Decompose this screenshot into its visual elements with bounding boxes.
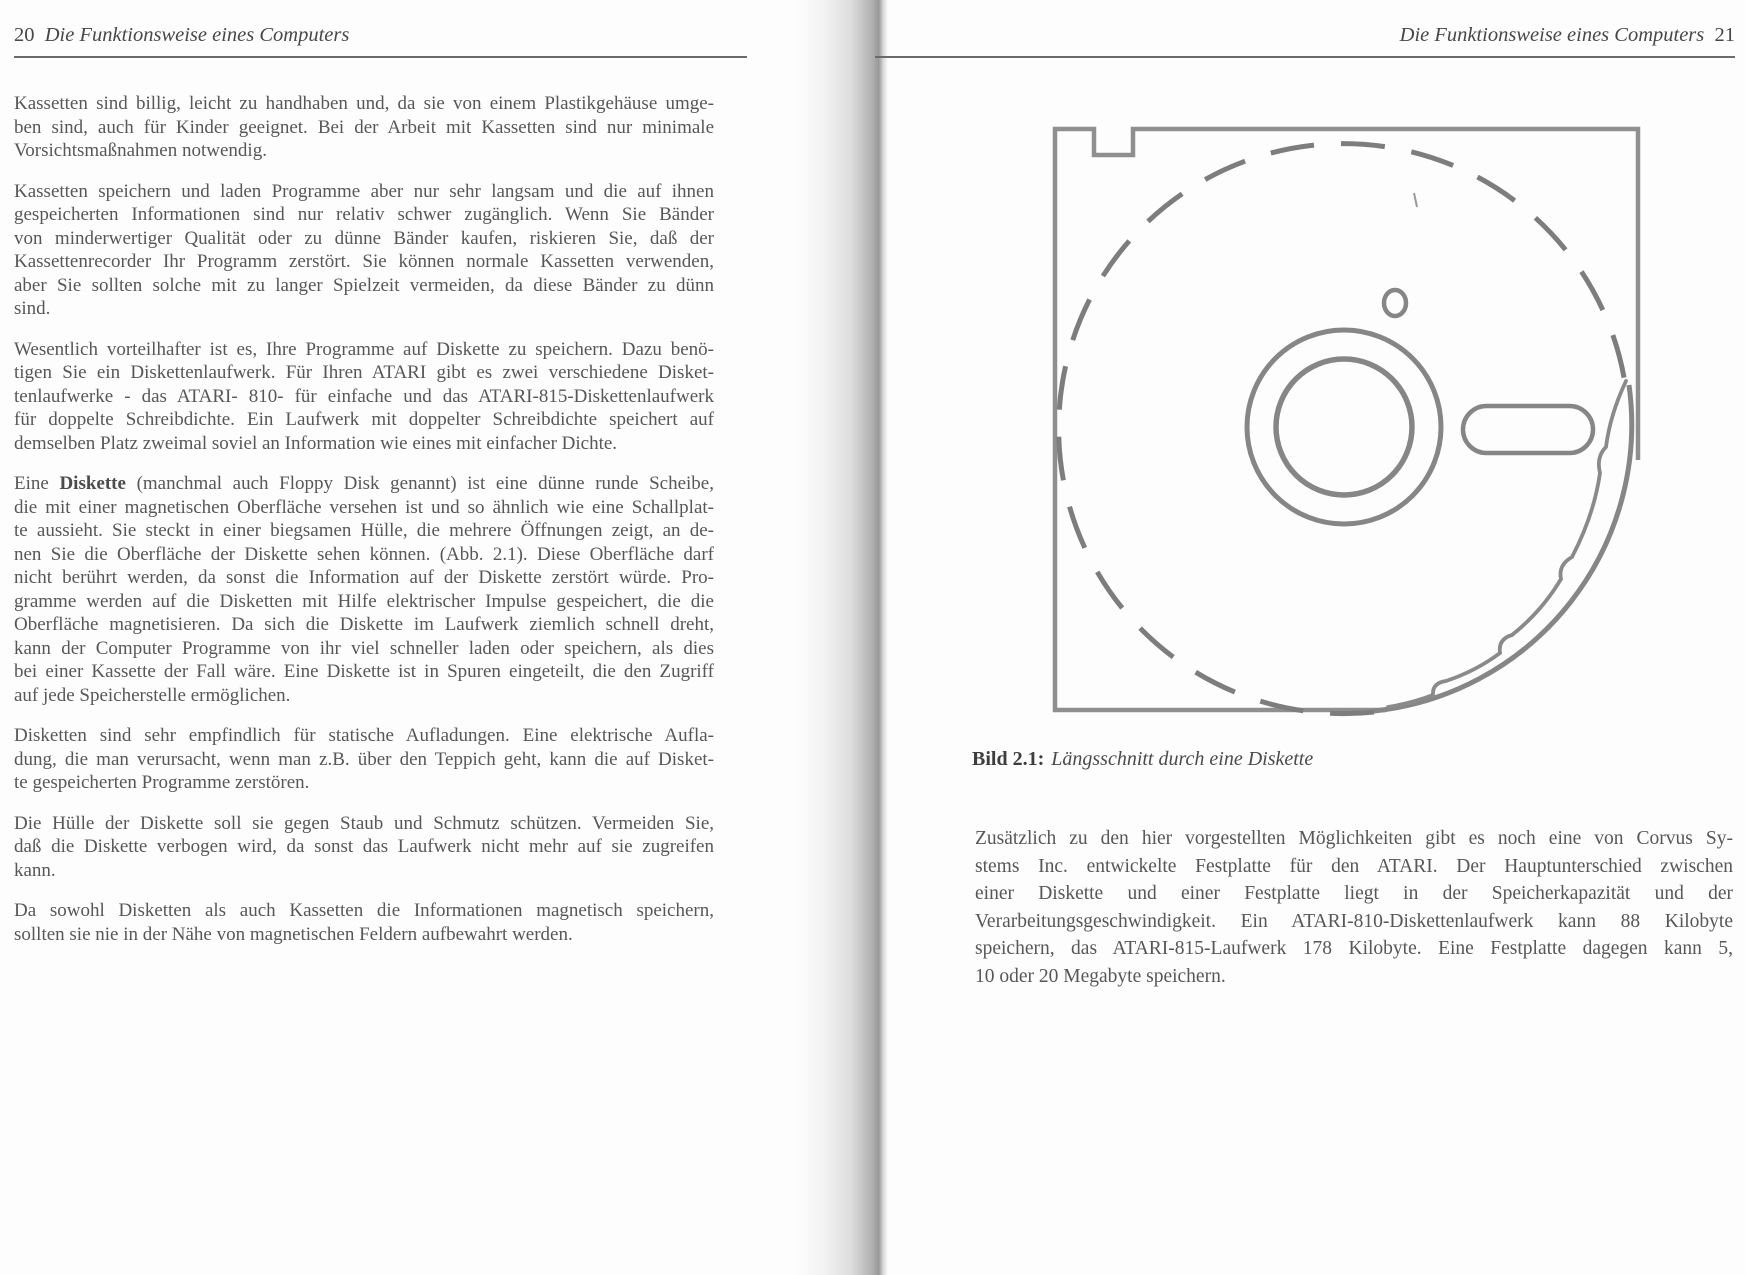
text-line: Disketten sind sehr empfindlich für statische Aufladungen. Eine elektrische Aufla- bbox=[14, 725, 714, 746]
figure-caption-text: Längsschnitt durch eine Diskette bbox=[1051, 748, 1314, 770]
index-hole bbox=[1384, 290, 1406, 316]
text-line: daß die Diskette verbogen wird, da sonst das Laufwerk nicht mehr auf sie zugreifen bbox=[14, 836, 714, 857]
magnetic-disk-dashed-outline bbox=[1059, 144, 1627, 714]
text-line: auf jede Speicherstelle ermöglichen. bbox=[14, 684, 291, 706]
text-line: 10 oder 20 Megabyte speichern. bbox=[975, 965, 1226, 987]
text-line: demselben Platz zweimal soviel an Information wie eines mit einfacher Dichte. bbox=[14, 432, 618, 454]
text-line: te aussieht. Sie steckt in einer biegsamen Hülle, die mehrere Öffnungen zeigt, an de- bbox=[14, 520, 714, 541]
book-gutter-shadow bbox=[796, 0, 888, 1275]
paragraph-cassettes-cheap bbox=[14, 92, 714, 163]
left-running-title: Die Funktionsweise eines Computers bbox=[44, 24, 350, 46]
left-page-header bbox=[14, 24, 747, 58]
text-run: Eine bbox=[14, 473, 60, 494]
text-line: sollten sie nie in der Nähe von magnetischen Feldern aufbewahrt werden. bbox=[14, 923, 573, 945]
text-line: dung, die man verursacht, wenn man z.B. über den Teppich geht, kann die auf Disket- bbox=[14, 748, 714, 770]
paragraph-diskette-definition bbox=[14, 472, 714, 707]
text-run: (manchmal auch Floppy Disk genannt) ist eine dünne runde Scheibe, bbox=[125, 473, 714, 494]
paragraph-cassettes-slow bbox=[14, 180, 714, 321]
torn-sleeve-edge bbox=[1388, 381, 1626, 707]
read-write-slot bbox=[1463, 406, 1593, 453]
text-line: te gespeicherten Programme zerstören. bbox=[14, 772, 310, 793]
figure-caption bbox=[972, 748, 1313, 771]
text-line: Kassetten speichern und laden Programme aber nur sehr langsam und die auf ihnen bbox=[14, 180, 714, 202]
right-running-title: Die Funktionsweise eines Computers bbox=[1399, 24, 1705, 46]
text-line: Oberfläche magnetisieren. Da sich die Diskette im Laufwerk ziemlich schnell dreht, bbox=[14, 614, 714, 635]
paragraph-magnetic-fields bbox=[14, 899, 714, 946]
text-line: einer Diskette und einer Festplatte liegt in der Speicherkapazität und der bbox=[975, 883, 1733, 904]
text-line: kann. bbox=[14, 859, 56, 881]
text-line: Wesentlich vorteilhafter ist es, Ihre Programme auf Diskette zu speichern. Dazu benö- bbox=[14, 338, 714, 360]
text-line: Kassettenrecorder Ihr Programm zerstört. Sie können normale Kassetten verwenden, bbox=[14, 251, 714, 272]
scan-speck bbox=[1414, 193, 1417, 207]
paragraph-static-charge bbox=[14, 724, 714, 795]
text-line: für doppelte Schreibdichte. Ein Laufwerk mit doppelter Schreibdichte speichert auf bbox=[14, 409, 714, 430]
left-page-number: 20 bbox=[14, 24, 35, 46]
text-line: bei einer Kassette der Fall wäre. Eine Diskette ist in Spuren eingeteilt, die den Zugriff bbox=[14, 661, 714, 682]
paragraph-corvus-harddisk bbox=[975, 825, 1733, 990]
text-line: Zusätzlich zu den hier vorgestellten Möglichkeiten gibt es noch eine von Corvus Sy- bbox=[975, 828, 1733, 849]
paragraph-continuation bbox=[14, 496, 714, 708]
text-line: nicht berührt werden, da sonst die Information auf der Diskette zerstört würde. Pro- bbox=[14, 567, 714, 588]
hub-center-hole bbox=[1276, 359, 1412, 495]
left-page-body bbox=[14, 92, 714, 963]
text-line: Vorsichtsmaßnahmen notwendig. bbox=[14, 140, 267, 161]
text-line: ben sind, auch für Kinder geeignet. Bei der Arbeit mit Kassetten sind nur minimale bbox=[14, 116, 714, 138]
text-line: nen Sie die Oberfläche der Diskette sehen können. (Abb. 2.1). Diese Oberfläche darf bbox=[14, 543, 714, 565]
right-page-number: 21 bbox=[1714, 24, 1735, 46]
figure-diskette-diagram bbox=[1050, 115, 1650, 730]
text-line: von minderwertiger Qualität oder zu dünne Bänder kaufen, riskieren Sie, daß der bbox=[14, 227, 714, 249]
text-line: sind. bbox=[14, 298, 51, 319]
text-line: tigen Sie ein Diskettenlaufwerk. Für Ihren ATARI gibt es zwei verschiedene Disket- bbox=[14, 362, 714, 383]
diskette-diagram-svg bbox=[1050, 115, 1650, 730]
text-line: Verarbeitungsgeschwindigkeit. Ein ATARI-810-Diskettenlaufwerk kann 88 Kilobyte bbox=[975, 910, 1733, 932]
text-line: gespeicherten Informationen sind nur relativ schwer zugänglich. Wenn Sie Bänder bbox=[14, 204, 714, 225]
figure-caption-label: Bild 2.1: bbox=[972, 748, 1045, 770]
left-header-rule bbox=[14, 56, 747, 58]
text-line: kann der Computer Programme von ihr viel schneller laden oder speichern, als dies bbox=[14, 637, 714, 659]
text-line: speichern, das ATARI-815-Laufwerk 178 Kilobyte. Eine Festplatte dagegen kann 5, bbox=[975, 938, 1733, 959]
bold-term-diskette: Diskette bbox=[59, 473, 126, 494]
right-page-body bbox=[975, 825, 1733, 990]
right-page-header bbox=[875, 24, 1735, 58]
text-line: Kassetten sind billig, leicht zu handhaben und, da sie von einem Plastikgehäuse umge- bbox=[14, 93, 714, 114]
text-line: tenlaufwerke - das ATARI- 810- für einfache und das ATARI-815-Diskettenlaufwerk bbox=[14, 385, 714, 407]
paragraph-diskette-advantage bbox=[14, 338, 714, 456]
text-line: stems Inc. entwickelte Festplatte für den ATARI. Der Hauptunterschied zwischen bbox=[975, 855, 1733, 877]
right-header-rule bbox=[875, 56, 1735, 58]
text-line bbox=[14, 472, 714, 496]
text-line: die mit einer magnetischen Oberfläche versehen ist und so ähnlich wie eine Schallplat- bbox=[14, 496, 714, 518]
text-line: Die Hülle der Diskette soll sie gegen Staub und Schmutz schützen. Vermeiden Sie, bbox=[14, 812, 714, 834]
text-line: aber Sie sollten solche mit zu langer Spielzeit vermeiden, da diese Bänder zu dünn bbox=[14, 274, 714, 296]
text-line: gramme werden auf die Disketten mit Hilfe elektrischer Impulse gespeichert, die die bbox=[14, 590, 714, 612]
text-line: Da sowohl Disketten als auch Kassetten die Informationen magnetisch speichern, bbox=[14, 900, 714, 921]
paragraph-sleeve-protection bbox=[14, 812, 714, 883]
